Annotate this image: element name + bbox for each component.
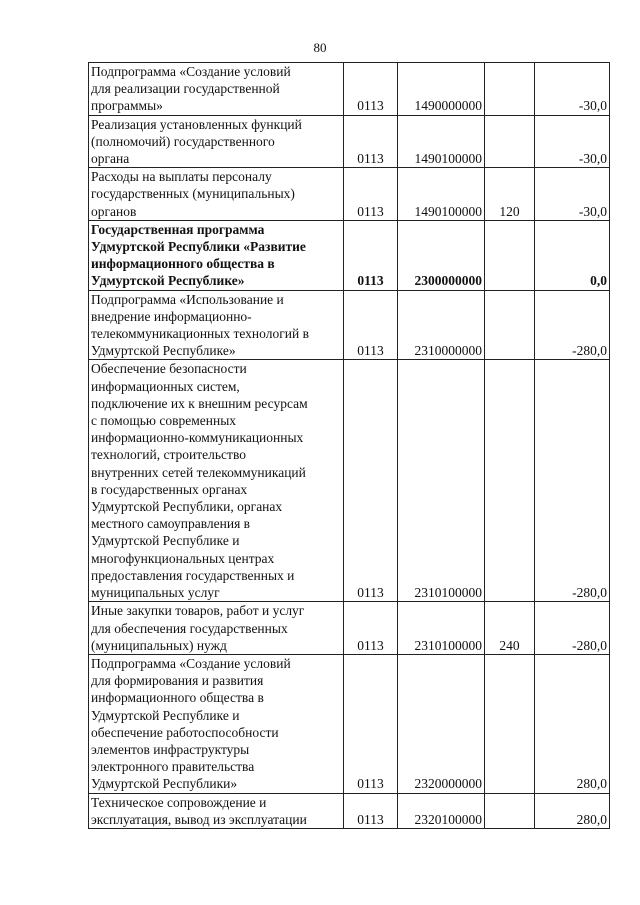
table-row — [89, 654, 610, 793]
section-code-cell: 0113 — [344, 654, 398, 793]
expense-name-line: технологий, строительство — [91, 447, 246, 463]
table-row — [89, 220, 610, 290]
table-row — [89, 360, 610, 602]
expense-name-line: информационного общества в — [91, 690, 264, 706]
table-row — [89, 602, 610, 655]
expense-name-line: (полномочий) государственного — [91, 133, 275, 149]
section-code-cell: 0113 — [344, 602, 398, 655]
expense-name-cell — [89, 63, 344, 116]
section-code-cell: 0113 — [344, 115, 398, 168]
table-row — [89, 115, 610, 168]
expense-name-line: местного самоуправления в — [91, 516, 251, 532]
expense-kind-cell — [485, 220, 535, 290]
amount-cell: -280,0 — [535, 290, 610, 360]
expense-name-line: телекоммуникационных технологий в — [91, 326, 309, 342]
expense-kind-cell: 120 — [485, 168, 535, 221]
expense-name-line: для обеспечения государственных — [91, 620, 288, 636]
expense-name-line: обеспечение работоспособности — [91, 724, 279, 740]
expense-name-cell — [89, 654, 344, 793]
table-row — [89, 290, 610, 360]
expense-kind-cell: 240 — [485, 602, 535, 655]
amount-cell: 280,0 — [535, 793, 610, 828]
expense-name-line: Подпрограмма «Использование и — [91, 291, 284, 307]
expense-name-line: внутренних сетей телекоммуникаций — [91, 464, 306, 480]
amount-cell: -280,0 — [535, 602, 610, 655]
expense-name-cell — [89, 793, 344, 828]
expense-name-line: электронного правительства — [91, 759, 255, 775]
section-code-cell: 0113 — [344, 793, 398, 828]
expense-name-cell — [89, 290, 344, 360]
expense-name-line: Государственная программа — [91, 221, 265, 237]
amount-cell: -280,0 — [535, 360, 610, 602]
expense-name-line: Удмуртской Республики» — [91, 776, 238, 792]
expense-name-line: многофункциональных центрах — [91, 550, 275, 566]
amount-cell: 0,0 — [535, 220, 610, 290]
expense-name-cell — [89, 115, 344, 168]
expense-name-line: в государственных органах — [91, 481, 248, 497]
target-article-cell: 1490000000 — [398, 63, 485, 116]
expense-name-line: (муниципальных) нужд — [91, 637, 227, 653]
expense-name-line: Подпрограмма «Создание условий — [91, 655, 291, 671]
section-code-cell: 0113 — [344, 360, 398, 602]
budget-table-body — [89, 63, 610, 829]
expense-name-line: Обеспечение безопасности — [91, 361, 247, 377]
expense-name-line: информационного общества в — [91, 256, 275, 272]
table-row — [89, 63, 610, 116]
target-article-cell: 2320100000 — [398, 793, 485, 828]
expense-name-line: программы» — [91, 98, 163, 114]
section-code-cell: 0113 — [344, 168, 398, 221]
target-article-cell: 2310100000 — [398, 602, 485, 655]
budget-table — [88, 62, 610, 829]
amount-cell: 280,0 — [535, 654, 610, 793]
section-code-cell: 0113 — [344, 63, 398, 116]
expense-name-line: эксплуатация, вывод из эксплуатации — [91, 811, 307, 827]
expense-name-line: Удмуртской Республике» — [91, 343, 236, 359]
expense-name-line: информационных систем, — [91, 378, 240, 394]
expense-name-line: внедрение информационно- — [91, 308, 252, 324]
target-article-cell: 1490100000 — [398, 168, 485, 221]
expense-kind-cell — [485, 115, 535, 168]
target-article-cell: 2310100000 — [398, 360, 485, 602]
expense-name-cell — [89, 168, 344, 221]
expense-name-line: подключение их к внешним ресурсам — [91, 395, 308, 411]
expense-name-line: предоставления государственных и — [91, 567, 295, 583]
table-row — [89, 168, 610, 221]
page-number: 80 — [313, 40, 327, 55]
expense-name-line: Иные закупки товаров, работ и услуг — [91, 603, 305, 619]
expense-name-line: Реализация установленных функций — [91, 116, 302, 132]
expense-name-line: для реализации государственной — [91, 81, 280, 97]
expense-name-cell — [89, 602, 344, 655]
expense-name-line: Удмуртской Республики, органах — [91, 499, 283, 515]
expense-name-line: органов — [91, 203, 137, 219]
expense-name-line: Удмуртской Республике и — [91, 707, 240, 723]
expense-kind-cell — [485, 360, 535, 602]
target-article-cell: 2300000000 — [398, 220, 485, 290]
expense-kind-cell — [485, 793, 535, 828]
expense-name-line: информационно-коммуникационных — [91, 430, 304, 446]
expense-name-line: государственных (муниципальных) — [91, 186, 295, 202]
target-article-cell: 1490100000 — [398, 115, 485, 168]
expense-name-line: элементов инфраструктуры — [91, 741, 250, 757]
expense-name-line: Удмуртской Республике» — [91, 273, 245, 289]
expense-name-line: муниципальных услуг — [91, 585, 220, 601]
expense-name-line: Подпрограмма «Создание условий — [91, 64, 291, 79]
target-article-cell: 2310000000 — [398, 290, 485, 360]
table-row — [89, 793, 610, 828]
expense-name-line: для формирования и развития — [91, 673, 264, 689]
expense-kind-cell — [485, 290, 535, 360]
section-code-cell: 0113 — [344, 290, 398, 360]
expense-name-line: Удмуртской Республике и — [91, 533, 240, 549]
expense-name-cell — [89, 360, 344, 602]
expense-kind-cell — [485, 654, 535, 793]
target-article-cell: 2320000000 — [398, 654, 485, 793]
expense-name-cell — [89, 220, 344, 290]
expense-kind-cell — [485, 63, 535, 116]
expense-name-line: Техническое сопровождение и — [91, 794, 267, 810]
expense-name-line: Удмуртской Республики «Развитие — [91, 239, 306, 255]
expense-name-line: органа — [91, 151, 130, 167]
section-code-cell: 0113 — [344, 220, 398, 290]
amount-cell: -30,0 — [535, 115, 610, 168]
expense-name-line: Расходы на выплаты персоналу — [91, 169, 272, 185]
expense-name-line: с помощью современных — [91, 413, 237, 429]
amount-cell: -30,0 — [535, 63, 610, 116]
amount-cell: -30,0 — [535, 168, 610, 221]
